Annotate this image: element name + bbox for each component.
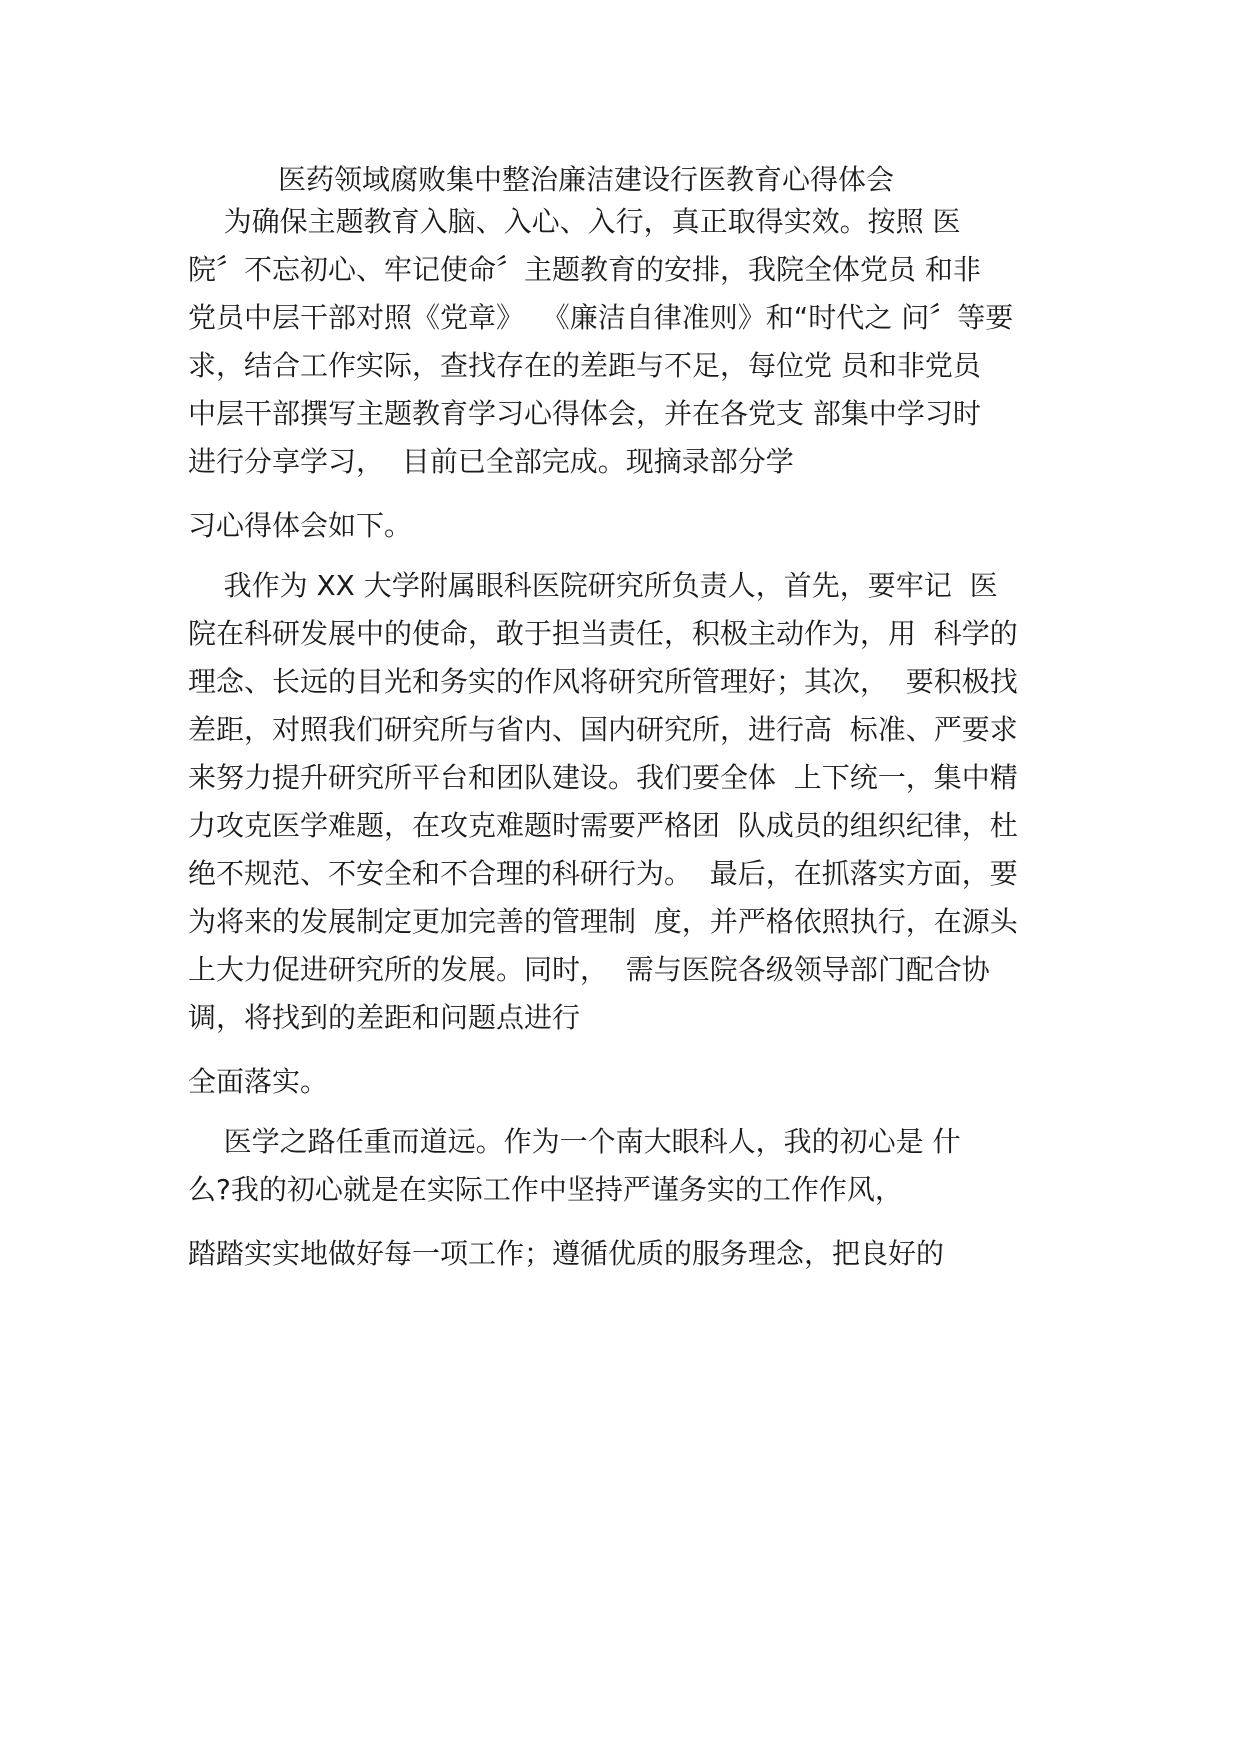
document-title: 医药领域腐败集中整治廉洁建设行医教育心得体会 bbox=[278, 163, 895, 196]
body-line: 求，结合工作实际，查找存在的差距与不足，每位党 员和非党员 bbox=[188, 349, 981, 382]
body-line: 力攻克医学难题，在攻克难题时需要严格团 队成员的组织纪律，杜 bbox=[188, 809, 1018, 842]
body-line: 理念、长远的目光和务实的作风将研究所管理好；其次， 要积极找 bbox=[188, 665, 1018, 698]
body-line: 为将来的发展制定更加完善的管理制 度，并严格依照执行，在源头 bbox=[188, 905, 1018, 938]
body-line: 绝不规范、不安全和不合理的科研行为。 最后，在抓落实方面，要 bbox=[188, 857, 1018, 890]
body-line: 党员中层干部对照《党章》 《廉洁自律准则》和“时代之 问〞等要 bbox=[188, 301, 1014, 334]
body-line: 全面落实。 bbox=[188, 1065, 329, 1098]
body-line: 我作为 XX 大学附属眼科医院研究所负责人，首先，要牢记 医 bbox=[188, 569, 998, 602]
body-line: 医学之路任重而道远。作为一个南大眼科人，我的初心是 什 bbox=[188, 1125, 961, 1158]
body-line: 习心得体会如下。 bbox=[188, 509, 413, 542]
body-line: 么?我的初心就是在实际工作中坚持严谨务实的工作作风， bbox=[188, 1173, 903, 1206]
body-line: 调，将找到的差距和问题点进行 bbox=[188, 1001, 581, 1034]
body-line: 为确保主题教育入脑、入心、入行，真正取得实效。按照 医 bbox=[188, 205, 961, 238]
body-line: 院在科研发展中的使命，敢于担当责任，积极主动作为，用 科学的 bbox=[188, 617, 1018, 650]
body-line: 踏踏实实地做好每一项工作；遵循优质的服务理念，把良好的 bbox=[188, 1237, 945, 1270]
body-line: 来努力提升研究所平台和团队建设。我们要全体 上下统一，集中精 bbox=[188, 761, 1018, 794]
body-line: 进行分享学习， 目前已全部完成。现摘录部分学 bbox=[188, 445, 794, 478]
body-line: 中层干部撰写主题教育学习心得体会，并在各党支 部集中学习时 bbox=[188, 397, 981, 430]
body-line: 差距，对照我们研究所与省内、国内研究所，进行高 标准、严要求 bbox=[188, 713, 1018, 746]
body-line: 上大力促进研究所的发展。同时， 需与医院各级领导部门配合协 bbox=[188, 953, 990, 986]
body-line: 院〞不忘初心、牢记使命〞主题教育的安排，我院全体党员 和非 bbox=[188, 253, 981, 286]
